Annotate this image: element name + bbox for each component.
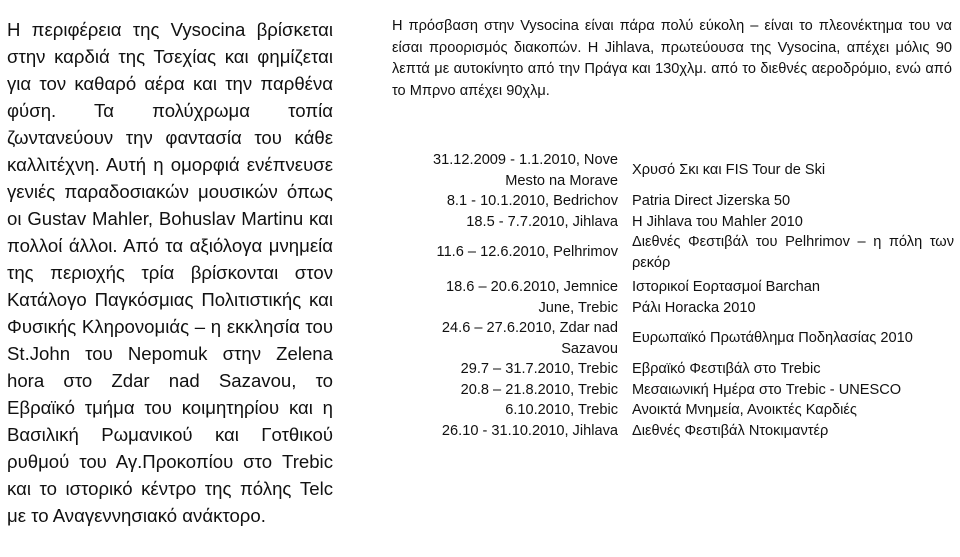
- event-name: Ράλι Horacka 2010: [632, 299, 756, 316]
- event-name: Μεσαιωνική Ημέρα στο Trebic - UNESCO: [632, 381, 902, 398]
- event-row: [392, 380, 954, 401]
- right-intro: [392, 16, 952, 102]
- event-date: 18.6 – 20.6.2010, Jemnice: [445, 279, 618, 295]
- event-row: [392, 298, 954, 319]
- event-name: Ανοικτά Μνημεία, Ανοικτές Καρδιές: [632, 402, 857, 418]
- left-column: [7, 16, 333, 529]
- event-name: Ευρωπαϊκό Πρωτάθλημα Ποδηλασίας 2010: [632, 330, 913, 347]
- event-date: 18.5 - 7.7.2010, Jihlava: [466, 213, 618, 230]
- event-row: [392, 212, 954, 233]
- event-row: [392, 277, 954, 298]
- left-paragraph: Η περιφέρεια της Vysocina βρίσκεται στην καρδιά της Τσεχίας και φημίζεται για τον καθαρό αέρα και την παρθένα φύση. Τα πολύχρωμα τοπία ζωντανεύουν την φαντασία του κάθε καλλιτέχνη. Αυτή η ομορφιά ενέπνευσε γενιές παραδοσιακών μουσικών όπως οι Gustav Mahler, Bohuslav Martinu και πολλοί άλλοι. Από τα αξιόλογα μνημεία της περιοχής τρία βρίσκονται στον Κατάλογο Παγκόσμιας Πολιτιστικής και Φυσικής Κληρονομιάς – η εκκλησία του St.John του Nepomuk στην Zelena hora στο Zdar nad Sazavou, το Εβραϊκό τμήμα του κοιμητηρίου και η Βασιλική Ρωμανικού και Γοτθικού ρυθμού του Αγ.Προκοπίου στο Trebic και το ιστορικό κέντρο της πόλης Telc με το Αναγεννησιακό ανάκτορο.: [7, 19, 333, 526]
- event-date: 20.8 – 21.8.2010, Trebic: [460, 381, 618, 398]
- event-date: 8.1 - 10.1.2010, Bedrichov: [446, 193, 618, 209]
- event-name: Χρυσό Σκι και FIS Tour de Ski: [632, 162, 826, 179]
- event-date: 26.10 - 31.10.2010, Jihlava: [441, 422, 618, 439]
- event-row: [392, 150, 954, 191]
- event-date: 29.7 – 31.7.2010, Trebic: [460, 361, 618, 377]
- event-row: [392, 318, 954, 359]
- event-row: [392, 359, 954, 380]
- event-name: Patria Direct Jizerska 50: [632, 193, 791, 209]
- event-name: Ιστορικοί Εορτασμοί Barchan: [632, 279, 820, 295]
- event-row: [392, 400, 954, 421]
- event-date: 11.6 – 12.6.2010, Pelhrimov: [436, 244, 618, 261]
- event-date: June, Trebic: [538, 299, 618, 316]
- event-row: [392, 421, 954, 442]
- event-name: Εβραϊκό Φεστιβάλ στο Trebic: [632, 361, 821, 377]
- event-name: Διεθνές Φεστιβάλ του Pelhrimov – η πόλη των ρεκόρ: [632, 234, 954, 271]
- event-date: 24.6 – 27.6.2010, Zdar nad Sazavou: [441, 320, 618, 357]
- events-table: [392, 150, 954, 441]
- event-name: Διεθνές Φεστιβάλ Ντοκιμαντέρ: [632, 422, 829, 439]
- event-date: 31.12.2009 - 1.1.2010, Nove Mesto na Morave: [433, 152, 618, 189]
- event-name: H Jihlava του Mahler 2010: [632, 213, 803, 230]
- event-row: [392, 191, 954, 212]
- event-row: [392, 232, 954, 273]
- event-date: 6.10.2010, Trebic: [505, 402, 618, 418]
- intro-paragraph: Η πρόσβαση στην Vysocina είναι πάρα πολύ εύκολη – είναι το πλεονέκτημα του να είσαι προορισμός διακοπών. Η Jihlava, πρωτεύουσα της Vysocina, απέχει μόλις 90 λεπτά με αυτοκίνητο από την Πράγα και 130χλμ. από το διεθνές αεροδρόμιο, ενώ από το Μπρνο απέχει 90χλμ.: [392, 18, 952, 99]
